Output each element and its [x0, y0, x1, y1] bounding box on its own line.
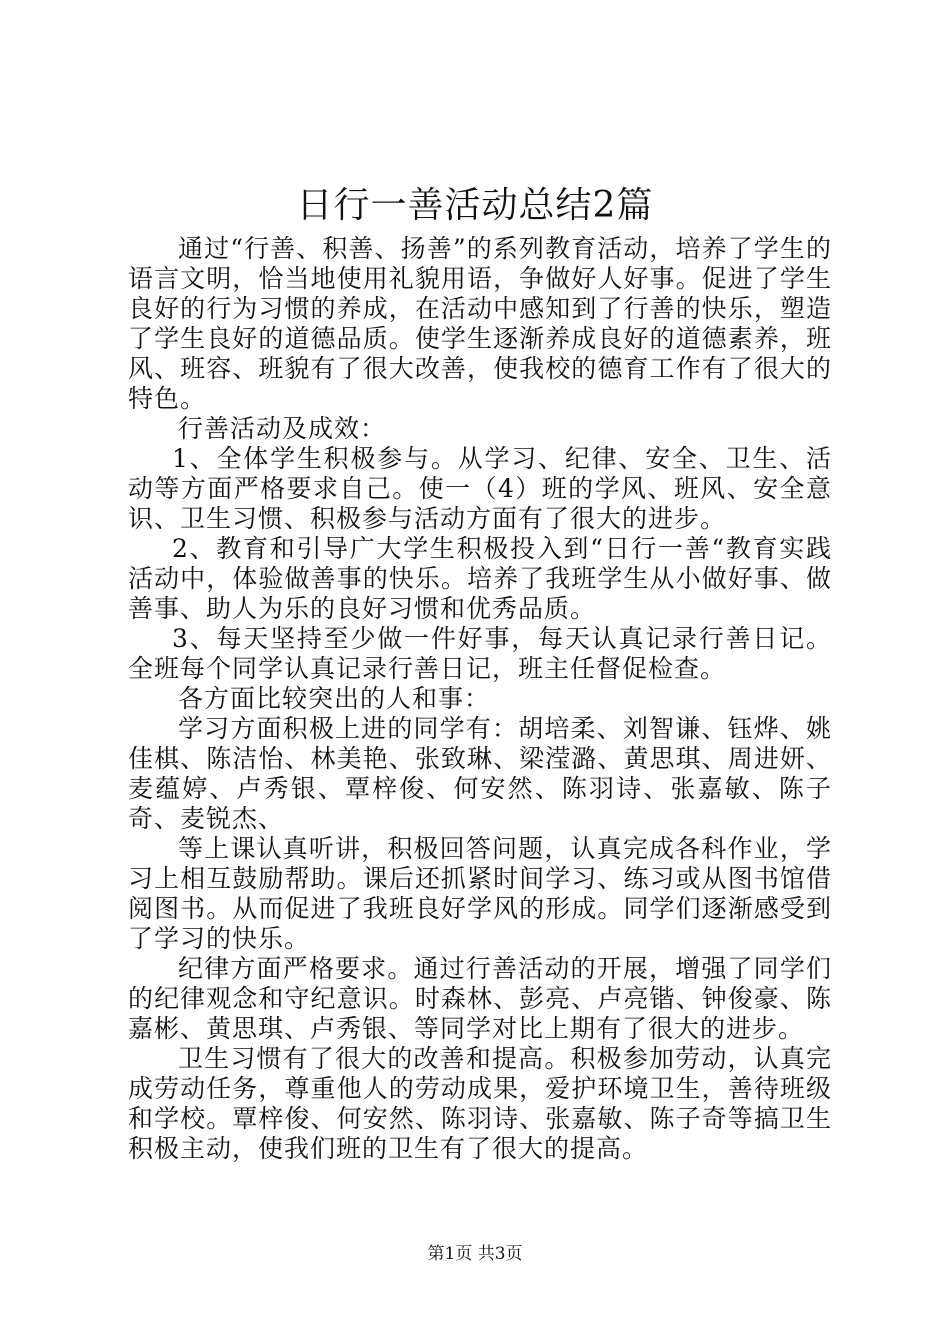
paragraph-discipline: 纪律方面严格要求。通过行善活动的开展，增强了同学们的纪律观念和守纪意识。时森林、彭亮、卢亮锴、钟俊豪、陈嘉彬、黄思琪、卢秀银、等同学对比上期有了很大的进步。	[128, 954, 832, 1043]
paragraph-hygiene: 卫生习惯有了很大的改善和提高。积极参加劳动，认真完成劳动任务，尊重他人的劳动成果，爱护环境卫生，善待班级和学校。覃梓俊、何安然、陈羽诗、张嘉敏、陈子奇等搞卫生积极主动，使我们班的卫生有了很大的提高。	[128, 1044, 832, 1163]
paragraph-point-2: 2、教育和引导广大学生积极投入到“日行一善“教育实践活动中，体验做善事的快乐。培养了我班学生从小做好事、做善事、助人为乐的良好习惯和优秀品质。	[128, 534, 832, 623]
paragraph-study-students: 学习方面积极上进的同学有：胡培柔、刘智谦、钰烨、姚佳棋、陈洁怡、林美艳、张致琳、梁滢潞、黄思琪、周进妍、麦蕴婷、卢秀银、覃梓俊、何安然、陈羽诗、张嘉敏、陈子奇、麦锐杰、	[128, 714, 832, 833]
paragraph-heading-activities: 行善活动及成效：	[178, 414, 387, 443]
paragraph-point-3: 3、每天坚持至少做一件好事，每天认真记录行善日记。全班每个同学认真记录行善日记，班主任督促检查。	[128, 624, 832, 683]
paragraph-study-details: 等上课认真听讲，积极回答问题，认真完成各科作业，学习上相互鼓励帮助。课后还抓紧时间学习、练习或从图书馆借阅图书。从而促进了我班良好学风的形成。同学们逐渐感受到了学习的快乐。	[128, 834, 832, 953]
document-body	[128, 234, 832, 1164]
document-title: 日行一善活动总结2篇	[296, 185, 654, 226]
paragraph-intro: 通过“行善、积善、扬善”的系列教育活动，培养了学生的语言文明，恰当地使用礼貌用语，争做好人好事。促进了学生良好的行为习惯的养成，在活动中感知到了行善的快乐，塑造了学生良好的道德品质。使学生逐渐养成良好的道德素养，班风、班容、班貌有了很大改善，使我校的德育工作有了很大的特色。	[128, 234, 832, 413]
paragraph-point-1: 1、全体学生积极参与。从学习、纪律、安全、卫生、活动等方面严格要求自己。使一（4）班的学风、班风、安全意识、卫生习惯、积极参与活动方面有了很大的进步。	[128, 444, 832, 533]
paragraph-heading-people: 各方面比较突出的人和事：	[178, 684, 491, 713]
page-number-footer: 第1页 共3页	[427, 1244, 523, 1264]
